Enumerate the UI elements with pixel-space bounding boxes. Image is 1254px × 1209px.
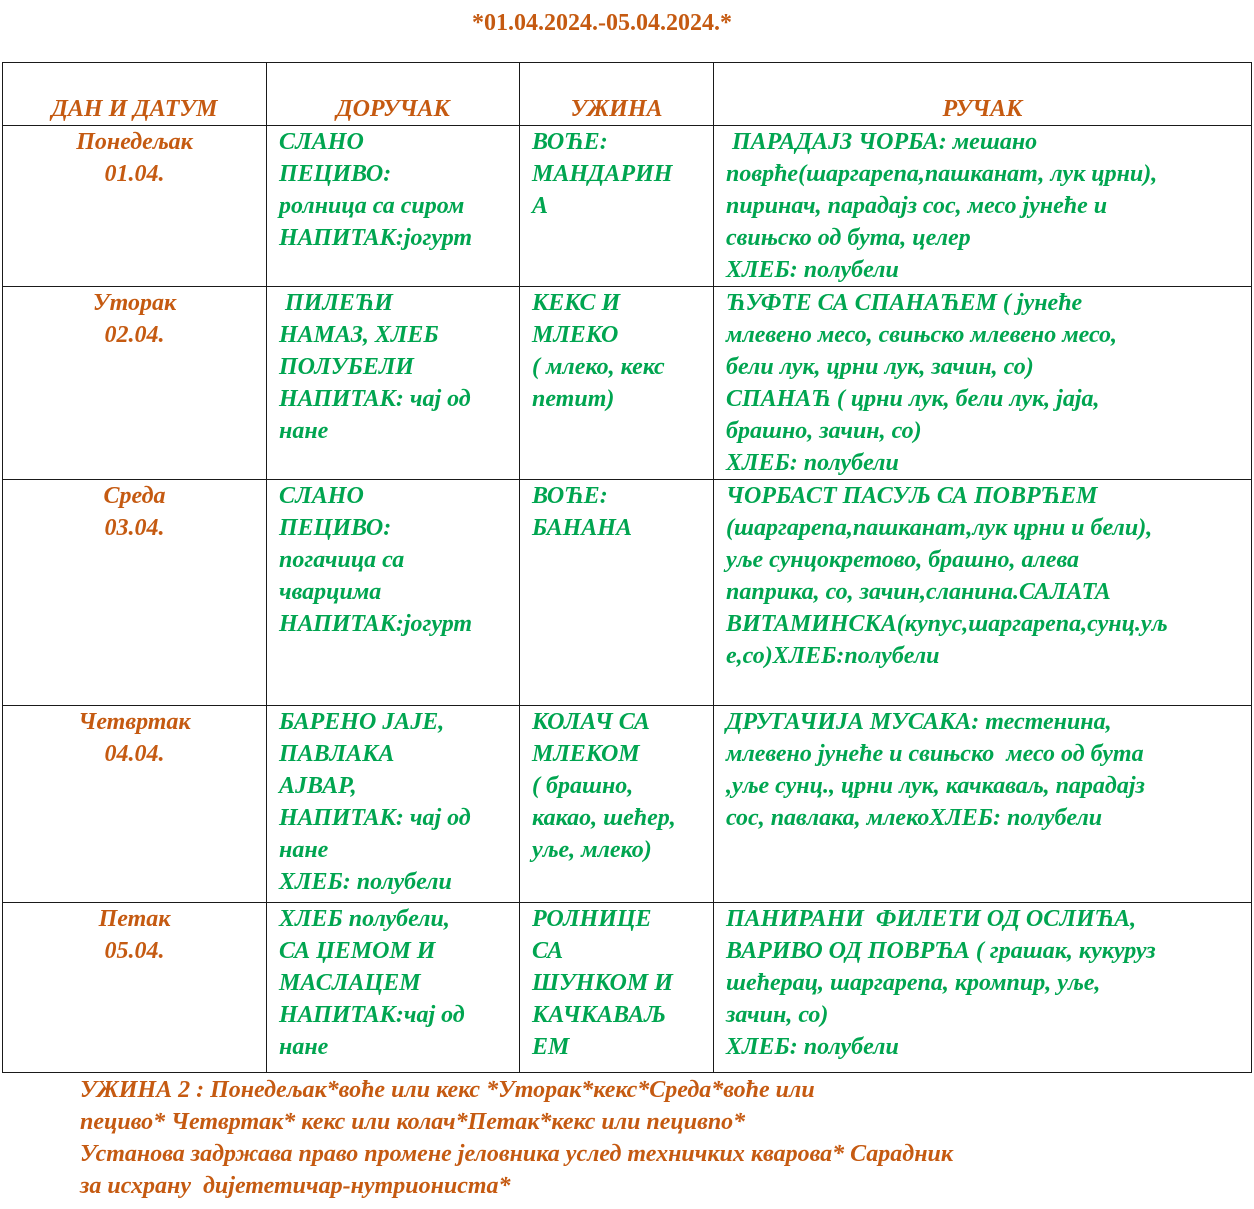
table-row — [3, 126, 1252, 287]
header-breakfast: ДОРУЧАК — [267, 63, 520, 126]
snack-cell: РОЛНИЦЕ СА ШУНКОМ И КАЧКАВАЉ ЕМ — [520, 903, 714, 1073]
breakfast-cell: БАРЕНО ЈАЈЕ, ПАВЛАКА АЈВАР, НАПИТАК: чај од нане ХЛЕБ: полубели — [267, 706, 520, 903]
breakfast-cell: ХЛЕБ полубели, СА ЏЕМОМ И МАСЛАЦЕМ НАПИТАК:чај од нане — [267, 903, 520, 1073]
header-lunch: РУЧАК — [714, 63, 1252, 126]
snack-cell: ВОЋЕ: МАНДАРИН А — [520, 126, 714, 287]
table-row — [3, 903, 1252, 1073]
day-name: Уторак — [92, 290, 177, 316]
day-date: 05.04. — [104, 938, 165, 964]
day-date: 01.04. — [104, 161, 165, 187]
day-name: Четвртак — [78, 709, 191, 735]
menu-footer-notes — [80, 1074, 1180, 1202]
snack-cell: КЕКС И МЛЕКО ( млеко, кекс петит) — [520, 287, 714, 480]
footer-line: пециво* Четвртак* кекс или колач*Петак*кекс или пецивпо* — [80, 1109, 746, 1135]
menu-date-range-title: *01.04.2024.-05.04.2024.* — [472, 10, 732, 36]
table-header-row — [3, 63, 1252, 126]
day-cell — [3, 480, 267, 706]
day-name: Среда — [103, 483, 166, 509]
table-row — [3, 706, 1252, 903]
day-cell — [3, 903, 267, 1073]
day-cell — [3, 706, 267, 903]
snack-cell: ВОЋЕ: БАНАНА — [520, 480, 714, 706]
footer-line: УЖИНА 2 : Понедељак*воће или кекс *Уторак*кекс*Среда*воће или — [80, 1077, 815, 1103]
day-date: 02.04. — [104, 322, 165, 348]
breakfast-cell: СЛАНО ПЕЦИВО: погачица са чварцима НАПИТАК:јогурт — [267, 480, 520, 706]
header-day-date: ДАН И ДАТУМ — [3, 63, 267, 126]
footer-line: за исхрану дијететичар-нутриониста* — [80, 1173, 511, 1199]
lunch-cell: ЋУФТЕ СА СПАНАЋЕМ ( јунеће млевено месо, свињско млевено месо, бели лук, црни лук, зачин, со) СПАНАЋ ( црни лук, бели лук, јаја, брашно, зачин, со) ХЛЕБ: полубели — [714, 287, 1252, 480]
day-date: 04.04. — [104, 741, 165, 767]
lunch-cell: ДРУГАЧИЈА МУСАКА: тестенина, млевено јунеће и свињско месо од бута ,уље сунц., црни лук, качкаваљ, парадајз сос, павлака, млекоХЛЕБ: полубели — [714, 706, 1252, 903]
weekly-menu-table — [2, 62, 1252, 1073]
day-name: Понедељак — [76, 129, 193, 155]
day-name: Петак — [98, 906, 171, 932]
lunch-cell: ПАНИРАНИ ФИЛЕТИ ОД ОСЛИЋА, ВАРИВО ОД ПОВРЋА ( грашак, кукуруз шећерац, шаргарепа, кромпир, уље, зачин, со) ХЛЕБ: полубели — [714, 903, 1252, 1073]
lunch-cell: ПАРАДАЈЗ ЧОРБА: мешано поврће(шаргарепа,пашканат, лук црни), пиринач, парадајз сос, месо јунеће и свињско од бута, целер ХЛЕБ: полубели — [714, 126, 1252, 287]
day-cell — [3, 287, 267, 480]
header-snack: УЖИНА — [520, 63, 714, 126]
day-date: 03.04. — [104, 515, 165, 541]
day-cell — [3, 126, 267, 287]
breakfast-cell: ПИЛЕЋИ НАМАЗ, ХЛЕБ ПОЛУБЕЛИ НАПИТАК: чај од нане — [267, 287, 520, 480]
lunch-cell: ЧОРБАСТ ПАСУЉ СА ПОВРЋЕМ (шаргарепа,пашканат,лук црни и бели), уље сунцокретово, брашно, алева паприка, со, зачин,сланина.САЛАТА ВИТАМИНСКА(купус,шаргарепа,сунц.уљ е,со)ХЛЕБ:полубели — [714, 480, 1252, 706]
breakfast-cell: СЛАНО ПЕЦИВО: ролница са сиром НАПИТАК:јогурт — [267, 126, 520, 287]
snack-cell: КОЛАЧ СА МЛЕКОМ ( брашно, какао, шећер, уље, млеко) — [520, 706, 714, 903]
table-row — [3, 480, 1252, 706]
footer-line: Установа задржава право промене јеловника услед техничких кварова* Сарадник — [80, 1141, 954, 1167]
table-row — [3, 287, 1252, 480]
